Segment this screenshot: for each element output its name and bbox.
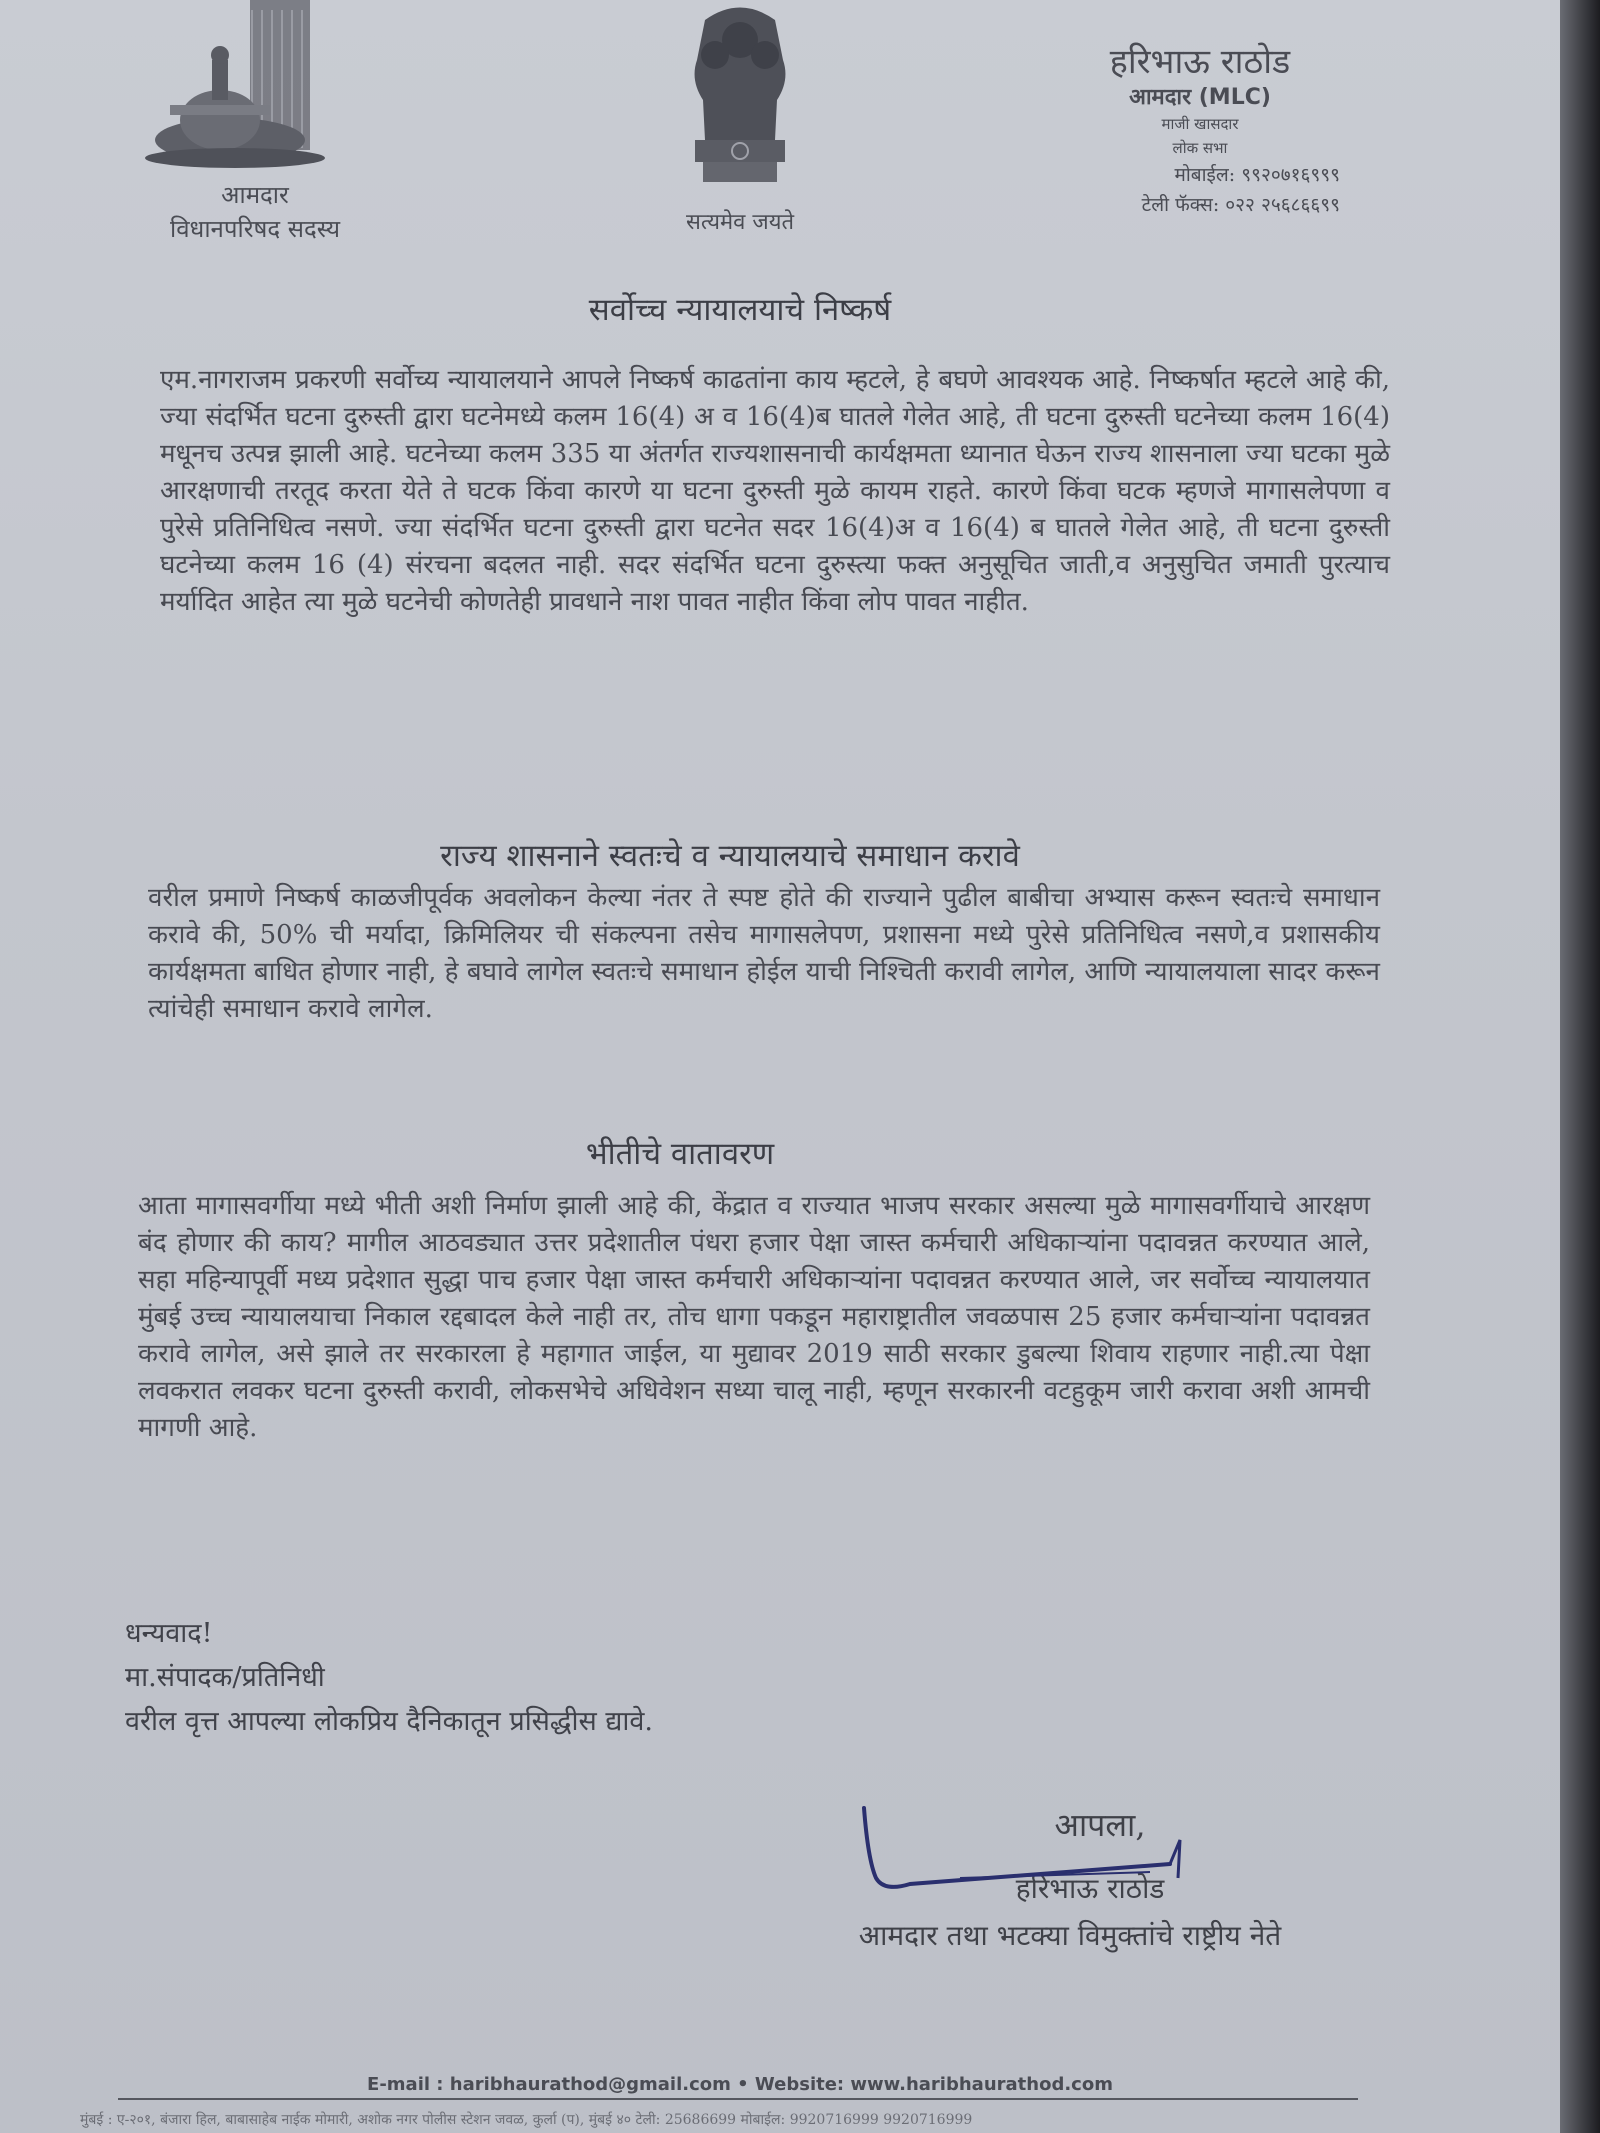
- national-emblem-icon: [665, 0, 815, 200]
- section-body-fear: आता मागासवर्गीया मध्ये भीती अशी निर्माण झाली आहे की, केंद्रात व राज्यात भाजप सरकार असल्या मुळे मागासवर्गीयाचे आरक्षण बंद होणार की काय? मागील आठवड्यात उत्तर प्रदेशातील पंधरा हजार पेक्षा जास्त कर्मचारी अधिकाऱ्यांना पदावन्नत करण्यात आले, सहा महिन्यापूर्वी मध्य प्रदेशात सुद्धा पाच हजार पेक्षा जास्त कर्मचारी अधिकाऱ्यांना पदावन्नत करण्यात आले, जर सर्वोच्च न्यायालयात मुंबई उच्च न्यायालयाचा निकाल रद्दबादल केले नाही तर, तोच धागा पकडून महाराष्ट्रातील जवळपास 25 हजार कर्मचाऱ्यांना पदावन्नत करावे लागेल, असे झाले तर सरकारला हे महागात जाईल, या मुद्यावर 2019 साठी सरकार डुबल्या शिवाय राहणार नाही.त्या पेक्षा लवकरात लवकर घटना दुरुस्ती करावी, लोकसभेचे अधिवेशन सध्या चालू नाही, म्हणून सरकारनी वटहुकूम जारी करावा अशी आमची मागणी आहे.: [138, 1191, 1370, 1443]
- left-caption-line2: विधानपरिषद सदस्य: [170, 215, 340, 243]
- footer-address: मुंबई : ए-२०१, बंजारा हिल, बाबासाहेब नाईक मोमारी, अशोक नगर पोलीस स्टेशन जवळ, कुर्ला (प), मुंबई ४० टेली: 25686699 मोबाईल: 9920716999 9920716999: [80, 2112, 973, 2128]
- signatory-title: आमदार तथा भटक्या विमुक्तांचे राष्ट्रीय नेते: [858, 1919, 1282, 1952]
- section-heading-findings: सर्वोच्च न्यायालयाचे निष्कर्ष: [588, 292, 892, 328]
- handwritten-signature-icon: [850, 1800, 1190, 1900]
- thanks-text: धन्यवाद!: [125, 1618, 213, 1649]
- letterhead-contact-block: [1040, 40, 1360, 220]
- footer-contact: E-mail : haribhaurathod@gmail.com • Website: www.haribhaurathod.com: [367, 2074, 1113, 2095]
- closing-block: [125, 1612, 653, 1744]
- page-edge-shadow: [1560, 0, 1600, 2133]
- section-body-findings: एम.नागराजम प्रकरणी सर्वोच्य न्यायालयाने आपले निष्कर्ष काढतांना काय म्हटले, हे बघणे आवश्यक आहे. निष्कर्षात म्हटले आहे की, ज्या संदर्भित घटना दुरुस्ती द्वारा घटनेमध्ये कलम 16(4) अ व 16(4)ब घातले गेलेत आहे, ती घटना दुरुस्ती घटनेच्या कलम 16(4) मधूनच उत्पन्न झाली आहे. घटनेच्या कलम 335 या अंतर्गत राज्यशासनाची कार्यक्षमता ध्यानात घेऊन राज्य शासनाला ज्या घटका मुळे आरक्षणाची तरतूद करता येते ते घटक किंवा कारणे या घटना दुरुस्ती मुळे कायम राहते. कारणे किंवा घटक म्हणजे मागासलेपणा व पुरेसे प्रतिनिधित्व नसणे. ज्या संदर्भित घटना दुरुस्ती द्वारा घटनेत सदर 16(4)अ व 16(4) ब घातले गेलेत आहे, ती घटना दुरुस्ती घटनेच्या कलम 16 (4) संरचना बदलत नाही. सदर संदर्भित घटना दुरुस्त्या फक्त अनुसूचित जाती,व अनुसुचित जमाती पुरत्याच मर्यादित आहेत त्या मुळे घटनेची कोणतेही प्रावधाने नाश पावत नाहीत किंवा लोप पावत नाहीत.: [160, 365, 1390, 617]
- publish-request-text: वरील वृत्त आपल्या लोकप्रिय दैनिकातून प्रसिद्धीस द्यावे.: [125, 1706, 653, 1737]
- left-caption-line1: आमदार: [221, 181, 289, 209]
- emblem-motto: सत्यमेव जयते: [685, 210, 795, 235]
- stupa-logo-icon: [140, 0, 340, 170]
- mobile-number: मोबाईल: ९९२०७१६९९९: [1174, 164, 1340, 186]
- signatory-name: हरिभाऊ राठोड: [1015, 1872, 1165, 1905]
- member-caption: [130, 178, 380, 246]
- letterhead-name: हरिभाऊ राठोड: [1109, 42, 1291, 82]
- section-heading-satisfaction: राज्य शासनाने स्वतःचे व न्यायालयाचे समाधान करावे: [440, 838, 1020, 874]
- section-body-satisfaction: वरील प्रमाणे निष्कर्ष काळजीपूर्वक अवलोकन केल्या नंतर ते स्पष्ट होते की राज्याने पुढील बाबीचा अभ्यास करून स्वतःचे समाधान करावे की, 50% ची मर्यादा, क्रिमिलियर ची संकल्पना तसेच मागासलेपण, प्रशासना मध्ये पुरेसे प्रतिनिधित्व नसणे,व प्रशासकीय कार्यक्षमता बाधित होणार नाही, हे बघावे लागेल स्वतःचे समाधान होईल याची निश्चिती करावी लागेल, आणि न्यायालयाला सादर करून त्यांचेही समाधान करावे लागेल.: [148, 883, 1380, 1024]
- footer-divider: [118, 2098, 1358, 2100]
- house-name: लोक सभा: [1172, 139, 1228, 157]
- signature-salutation: आपला,: [1054, 1806, 1146, 1844]
- addressee-text: मा.संपादक/प्रतिनिधी: [125, 1662, 325, 1693]
- section-heading-fear: भीतीचे वातावरण: [585, 1136, 775, 1172]
- telefax-number: टेली फॅक्स: ०२२ २५६८६६९९: [1141, 194, 1340, 216]
- letterhead-designation: आमदार (MLC): [1129, 85, 1271, 110]
- former-title: माजी खासदार: [1161, 115, 1239, 133]
